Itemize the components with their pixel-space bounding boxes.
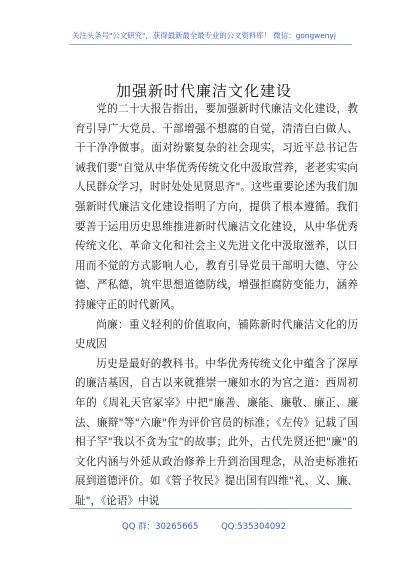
document-title: 加强新时代廉洁文化建设 <box>115 82 292 100</box>
paragraph-history: 历史是最好的教科书。中华优秀传统文化中蕴含了深厚的廉洁基因，自古以来就推崇一廉如水的为官之道：西周初年的《周礼天官冢宰》中把"廉善、廉能、廉敬、廉正、廉法、廉辩"等"六廉"作为评价官员的标准；《左传》记载了国相子罕"我以不贪为宝"的故事；此外，古代先贤还把"廉"的文化内涵与外延从政治修养上升到治国理念，从治吏标准拓展到道德评价。如《管子牧民》提出国有四维"礼、义、廉、耻"，《论语》中说 <box>75 357 358 507</box>
footer-qq: QQ:535304092 <box>221 522 286 532</box>
paragraph-subheading: 尚廉：重义轻利的价值取向，铺陈新时代廉洁文化的历史成因 <box>75 318 358 351</box>
footer-divider <box>70 508 352 509</box>
header-notice: 关注头条号"公文研究"，获得最新最全最专业的公文资料库！ 微信：gongwenyj <box>72 31 336 40</box>
header-divider <box>70 44 352 45</box>
paragraph-intro: 党的二十大报告指出，要加强新时代廉洁文化建设，教育引导广大党员、干部增强不想腐的自觉，清清白白做人、干干净净做事。面对纷繁复杂的社会现实，习近平总书记告诫我们要"自觉从中华优秀传统文化中汲取营养，老老实实向人民群众学习，时时处处见贤思齐"。这些重要论述为我们加强新时代廉洁文化建设指明了方向，提供了根本遵循。我们要善于运用历史思维推进新时代廉洁文化建设，从中华优秀传统文化、革命文化和社会主义先进文化中汲取滋养，以日用而不觉的方式影响人心，教育引导党员干部明大德、守公德、严私德，筑牢思想道德防线，增强拒腐防变能力，涵养持廉守正的时代新风。 <box>75 103 358 311</box>
footer-contact <box>0 520 408 532</box>
document-body <box>75 100 358 511</box>
footer-qq-group: QQ 群：30265665 <box>122 522 199 532</box>
